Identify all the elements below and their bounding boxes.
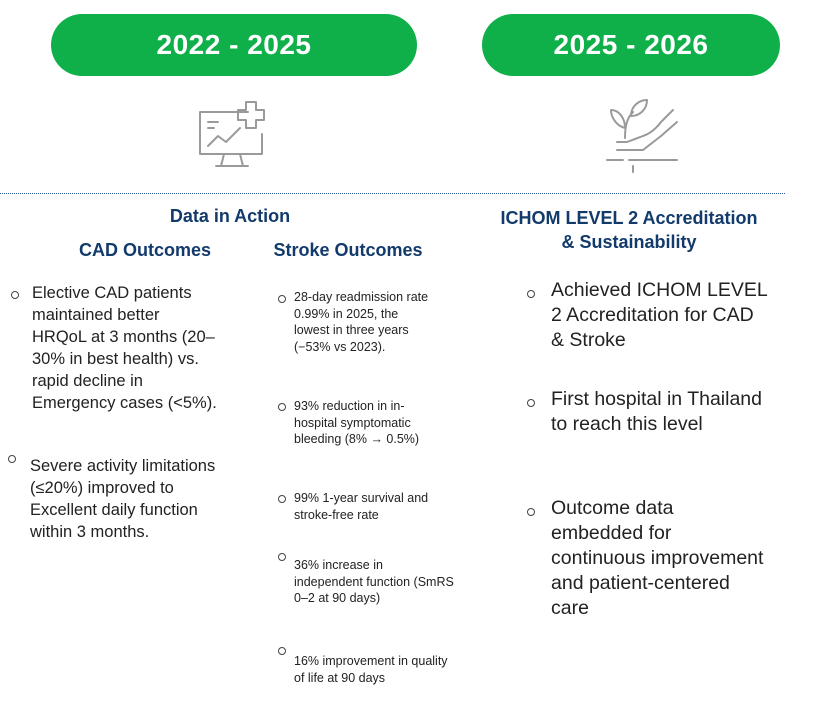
bullet-icon xyxy=(278,403,286,411)
bullet-icon xyxy=(278,647,286,655)
right-item: Outcome data embedded for continuous improvement and patient-centered care xyxy=(551,497,764,619)
bullet-icon xyxy=(278,295,286,303)
stroke-item: 36% increase in independent function (SmRS 0–2 at 90 days) xyxy=(294,558,454,605)
right-item: First hospital in Thailand to reach this level xyxy=(551,388,762,435)
bullet-icon xyxy=(278,495,286,503)
left-section-title: Data in Action xyxy=(169,206,291,226)
cad-item: Severe activity limitations (≤20%) improved to Excellent daily function within 3 months. xyxy=(30,457,216,541)
cad-outcomes-title: CAD Outcomes xyxy=(78,240,212,260)
bullet-icon xyxy=(527,399,535,407)
stroke-item: 93% reduction in in-hospital symptomatic bleeding (8% → 0.5%) xyxy=(294,399,420,446)
monitor-chart-plus-icon xyxy=(196,98,270,174)
right-section-title xyxy=(470,206,788,254)
stroke-outcomes-title: Stroke Outcomes xyxy=(273,240,423,260)
period-pill-2022-2025 xyxy=(51,14,417,76)
period-label: 2022 - 2025 xyxy=(156,29,312,60)
right-item: Achieved ICHOM LEVEL 2 Accreditation for CAD & Stroke xyxy=(551,279,768,351)
bullet-icon xyxy=(527,290,535,298)
right-title-line1: ICHOM LEVEL 2 Accreditation xyxy=(500,208,758,228)
stroke-item: 16% improvement in quality of life at 90 days xyxy=(294,654,448,685)
bullet-icon xyxy=(278,553,286,561)
section-divider xyxy=(0,193,785,194)
bullet-icon xyxy=(8,455,16,463)
bullet-icon xyxy=(527,508,535,516)
plant-hand-icon xyxy=(603,96,685,176)
bullet-icon xyxy=(11,291,19,299)
stroke-item: 99% 1-year survival and stroke-free rate xyxy=(294,491,429,522)
cad-item: Elective CAD patients maintained better HRQoL at 3 months (20–30% in best health) vs. rapid decline in Emergency cases (<5%). xyxy=(32,284,217,412)
period-pill-2025-2026 xyxy=(482,14,780,76)
period-label: 2025 - 2026 xyxy=(553,29,709,60)
right-title-line2: & Sustainability xyxy=(561,232,697,252)
stroke-item: 28-day readmission rate 0.99% in 2025, the lowest in three years (−53% vs 2023). xyxy=(294,290,429,354)
